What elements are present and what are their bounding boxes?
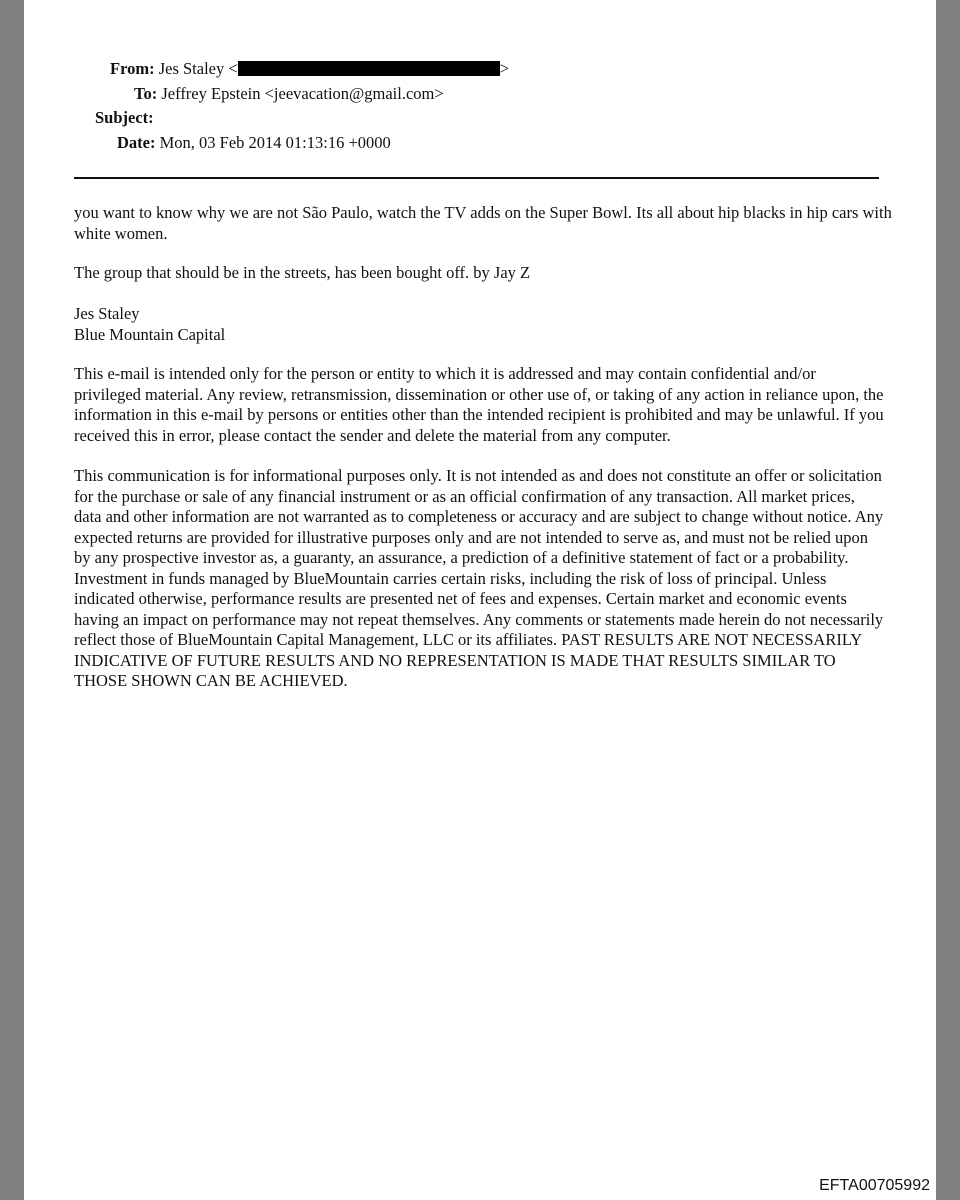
to-value: Jeffrey Epstein <jeevacation@gmail.com> bbox=[161, 84, 444, 103]
message-paragraph-1: you want to know why we are not São Paulo, watch the TV adds on the Super Bowl. Its all about hip blacks in hip cars with white women. bbox=[74, 203, 892, 243]
date-value: Mon, 03 Feb 2014 01:13:16 +0000 bbox=[159, 133, 391, 152]
date-label: Date: bbox=[117, 133, 156, 152]
message-paragraph-2: The group that should be in the streets, has been bought off. by Jay Z bbox=[74, 263, 531, 282]
subject-row bbox=[95, 108, 154, 128]
from-name: Jes Staley < bbox=[158, 59, 238, 78]
date-row bbox=[117, 133, 391, 153]
right-margin-bar bbox=[936, 0, 960, 1200]
signature-company: Blue Mountain Capital bbox=[74, 324, 226, 344]
subject-label: Subject: bbox=[95, 108, 154, 127]
from-row bbox=[110, 59, 509, 79]
redacted-email-block bbox=[238, 61, 500, 76]
from-label: From: bbox=[110, 59, 155, 78]
signature-block bbox=[74, 304, 894, 345]
confidentiality-disclaimer: This e-mail is intended only for the person or entity to which it is addressed and may contain confidential and/or privileged material. Any review, retransmission, dissemination or other use of, or taking of any action in reliance upon, the information in this e-mail by persons or entities other than the intended recipient is prohibited and may be unlawful. If you received this in error, please contact the sender and delete the material from any computer. bbox=[74, 364, 884, 445]
document-page bbox=[24, 0, 936, 1200]
left-margin-bar bbox=[0, 0, 24, 1200]
informational-disclaimer: This communication is for informational purposes only. It is not intended as and does not constitute an offer or solicitation for the purchase or sale of any financial instrument or as an official confirmation of any transaction. All market prices, data and other information are not warranted as to completeness or accuracy and are subject to change without notice. Any expected returns are provided for illustrative purposes only and are not intended to serve as, and must not be relied upon by any prospective investor as, a guaranty, an assurance, a prediction of a definitive statement of fact or a probability. Investment in funds managed by BlueMountain carries certain risks, including the risk of loss of principal. Unless indicated otherwise, performance results are presented net of fees and expenses. Certain market and economic events having an impact on performance may not repeat themselves. Any comments or statements made herein do not necessarily reflect those of BlueMountain Capital Management, LLC or its affiliates. PAST RESULTS ARE NOT NECESSARILY INDICATIVE OF FUTURE RESULTS AND NO REPRESENTATION IS MADE THAT RESULTS SIMILAR TO THOSE SHOWN CAN BE ACHIEVED. bbox=[74, 466, 884, 690]
from-close-bracket: > bbox=[499, 59, 509, 78]
to-row bbox=[134, 84, 444, 104]
to-label: To: bbox=[134, 84, 158, 103]
signature-name: Jes Staley bbox=[74, 304, 140, 323]
header-divider bbox=[74, 177, 879, 179]
bates-stamp: EFTA00705992 bbox=[780, 1176, 930, 1196]
